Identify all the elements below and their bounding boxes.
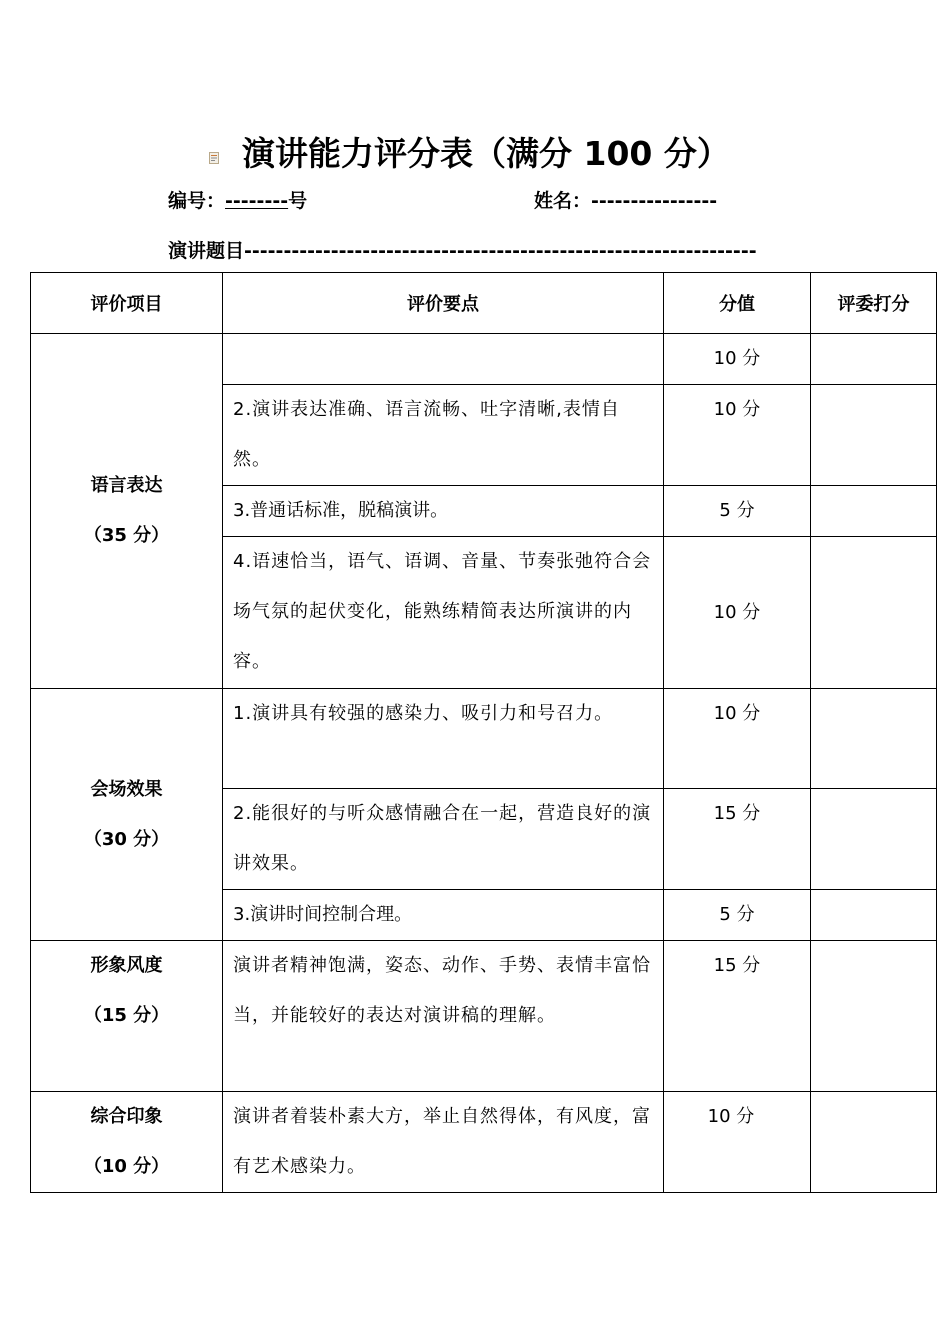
header-score: 分值	[664, 273, 811, 334]
score-value: 10 分	[664, 334, 811, 385]
id-label: 编号：	[168, 190, 226, 212]
category-image-demeanor	[31, 941, 223, 1092]
judge-score-cell[interactable]	[811, 537, 937, 689]
id-field[interactable]: --------	[225, 190, 289, 212]
table-row	[31, 1092, 937, 1193]
criterion-text	[223, 334, 664, 385]
judge-score-cell[interactable]	[811, 689, 937, 789]
category-overall-impression	[31, 1092, 223, 1193]
score-value: 10 分	[664, 689, 811, 789]
score-value: 10 分	[664, 537, 811, 689]
document-icon	[209, 152, 219, 164]
score-value: 15 分	[664, 941, 811, 1092]
criterion-text: 3.演讲时间控制合理。	[223, 890, 664, 941]
header-judge: 评委打分	[811, 273, 937, 334]
table-row	[31, 334, 937, 385]
category-points: （10 分）	[83, 1156, 170, 1177]
criterion-text: 2.能很好的与听众感情融合在一起，营造良好的演讲效果。	[223, 789, 664, 890]
table-row	[31, 941, 937, 1092]
criterion-text: 演讲者精神饱满，姿态、动作、手势、表情丰富恰当，并能较好的表达对演讲稿的理解。	[223, 941, 664, 1092]
topic-label: 演讲题目	[168, 240, 245, 262]
page-title: 演讲能力评分表（满分 100 分）	[242, 134, 730, 173]
score-value: 10 分	[664, 1092, 811, 1193]
category-points: （35 分）	[83, 525, 170, 546]
score-value: 5 分	[664, 890, 811, 941]
category-venue-effect	[31, 689, 223, 941]
score-value: 15 分	[664, 789, 811, 890]
name-line	[534, 186, 717, 213]
id-line	[168, 186, 307, 213]
name-label: 姓名：	[534, 190, 592, 212]
scoring-table	[30, 272, 937, 1193]
name-field[interactable]: ----------------	[591, 190, 718, 212]
table-row	[31, 689, 937, 789]
judge-score-cell[interactable]	[811, 1092, 937, 1193]
table-header-row	[31, 273, 937, 334]
header-points: 评价要点	[223, 273, 664, 334]
judge-score-cell[interactable]	[811, 486, 937, 537]
judge-score-cell[interactable]	[811, 890, 937, 941]
criterion-text: 3.普通话标准，脱稿演讲。	[223, 486, 664, 537]
category-name: 综合印象	[90, 1106, 163, 1127]
category-name: 语言表达	[90, 475, 163, 496]
criterion-text: 2.演讲表达准确、语言流畅、吐字清晰,表情自然。	[223, 385, 664, 486]
id-suffix: 号	[288, 190, 308, 212]
criterion-text: 演讲者着装朴素大方，举止自然得体，有风度，富有艺术感染力。	[223, 1092, 664, 1193]
judge-score-cell[interactable]	[811, 941, 937, 1092]
topic-field[interactable]: -----------------------------------------------------------------	[244, 240, 757, 262]
criterion-text: 4.语速恰当，语气、语调、音量、节奏张弛符合会场气氛的起伏变化，能熟练精简表达所演讲的内容。	[223, 537, 664, 689]
category-language	[31, 334, 223, 689]
judge-score-cell[interactable]	[811, 385, 937, 486]
category-points: （15 分）	[83, 1005, 170, 1026]
category-points: （30 分）	[83, 828, 170, 850]
judge-score-cell[interactable]	[811, 334, 937, 385]
header-item: 评价项目	[31, 273, 223, 334]
score-value: 10 分	[664, 385, 811, 486]
judge-score-cell[interactable]	[811, 789, 937, 890]
score-value: 5 分	[664, 486, 811, 537]
topic-line	[168, 236, 757, 263]
criterion-text: 1.演讲具有较强的感染力、吸引力和号召力。	[223, 689, 664, 789]
category-name: 会场效果	[90, 778, 163, 800]
category-name: 形象风度	[90, 955, 163, 976]
